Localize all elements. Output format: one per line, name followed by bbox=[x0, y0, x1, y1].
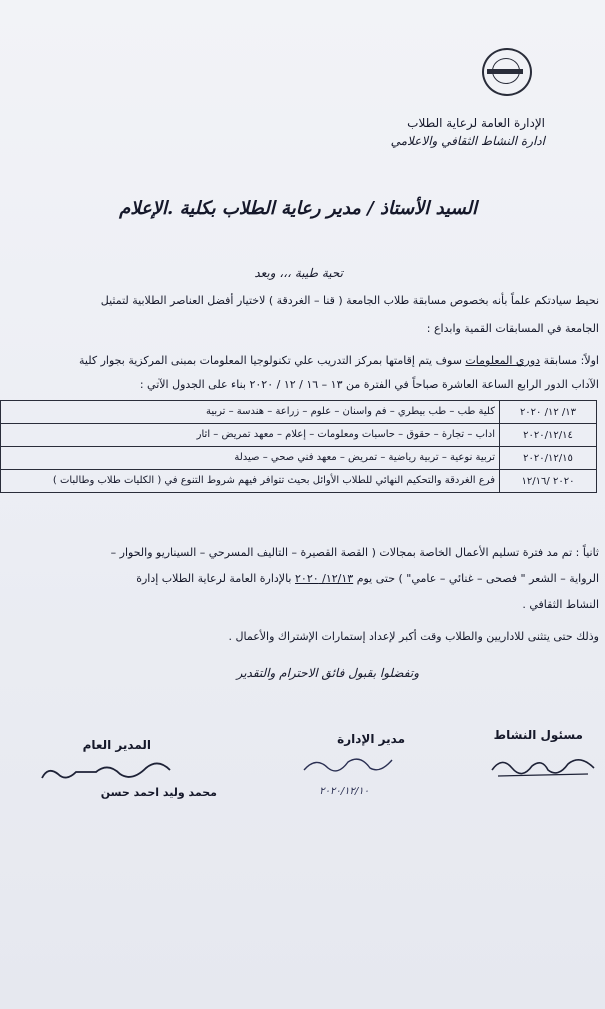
greeting: تحية طيبة ،،، وبعد bbox=[254, 266, 343, 280]
table-row bbox=[1, 401, 597, 424]
schedule-table bbox=[0, 400, 597, 493]
schedule-date: ١٣/ ١٢/ ٢٠٢٠ bbox=[500, 401, 597, 424]
department-director-title: مدير الإدارة bbox=[337, 732, 405, 746]
table-row bbox=[1, 424, 597, 447]
intro-line-2: الجامعة في المسابقات القمية وابداع : bbox=[426, 322, 599, 335]
general-director-signature bbox=[36, 752, 176, 786]
schedule-colleges: اداب – تجارة – حقوق – حاسبات ومعلومات – إعلام – معهد تمريض – اثار bbox=[1, 424, 500, 447]
schedule-date: ٢٠٢٠/١٢/١٥ bbox=[500, 447, 597, 470]
closing-line-1: وذلك حتى يتثنى للاداريين والطلاب وقت أكبر لإعداد إستمارات الإشتراك والأعمال . bbox=[228, 630, 599, 643]
second-item-line-2 bbox=[136, 572, 599, 585]
university-seal-icon bbox=[482, 48, 532, 96]
first-item-prefix: اولاً: مسابقة bbox=[543, 354, 599, 367]
first-item-line-2: الآداب الدور الرابع الساعة العاشرة صباحاً في الفترة من ١٣ – ١٦ / ١٢ / ٢٠٢٠ بناء على الجدول الآتي : bbox=[139, 378, 599, 391]
header-line-2: ادارة النشاط الثقافي والاعلامي bbox=[390, 134, 545, 148]
first-item-line-1 bbox=[79, 354, 599, 367]
second-item-rest: بالإدارة العامة لرعاية الطلاب إدارة bbox=[136, 572, 292, 585]
closing-line-2: وتفضلوا بقبول فائق الاحترام والتقدير bbox=[236, 666, 419, 680]
activity-officer-signature bbox=[488, 750, 598, 782]
second-item-deadline: ١٢/١٣/ ٢٠٢٠ bbox=[295, 572, 354, 585]
schedule-colleges: فرع الغردقة والتحكيم النهائي للطلاب الأوائل بحيث تتوافر فيهم شروط التنوع في ( الكليات طلاب وطالبات ) bbox=[1, 470, 500, 493]
general-director-name: محمد وليد احمد حسن bbox=[100, 786, 217, 799]
addressee: السيد الأستاذ / مدير رعاية الطلاب بكلية .الإعلام bbox=[119, 198, 477, 219]
handwritten-date: ٢٠٢٠/١٢/١٠ bbox=[319, 786, 369, 797]
first-item-rest: سوف يتم إقامتها بمركز التدريب علي تكنولوجيا المعلومات بمبنى المركزية بجوار كلية bbox=[79, 354, 462, 367]
schedule-date: ٢٠٢٠/١٢/١٤ bbox=[500, 424, 597, 447]
table-row bbox=[1, 447, 597, 470]
activity-officer-title: مسئول النشاط bbox=[493, 728, 583, 742]
first-item-competition: دوري المعلومات bbox=[465, 354, 541, 367]
schedule-date: ٢٠٢٠ /١٢/١٦ bbox=[500, 470, 597, 493]
general-director-title: المدير العام bbox=[82, 738, 151, 752]
schedule-colleges: كلية طب – طب بيطري – فم واسنان – علوم – زراعة – هندسة – تربية bbox=[1, 401, 500, 424]
second-item-line-1: ثانياً : تم مد فترة تسليم الأعمال الخاصة بمجالات ( القصة القصيرة – التاليف المسرحي – السيناريو والحوار – bbox=[110, 546, 599, 559]
header-line-1: الإدارة العامة لرعاية الطلاب bbox=[407, 116, 545, 130]
table-row bbox=[1, 470, 597, 493]
schedule-colleges: تربية نوعية – تربية رياضية – تمريض – معهد فني صحي – صيدلة bbox=[1, 447, 500, 470]
department-director-signature bbox=[300, 752, 396, 778]
intro-line-1: نحيط سيادتكم علماً بأنه بخصوص مسابقة طلاب الجامعة ( قنا – الغردقة ) لاختيار أفضل العناصر الطلابية لتمثيل bbox=[100, 294, 599, 307]
second-item-prefix: الرواية – الشعر " فصحى – غنائي – عامي" ) حتى يوم bbox=[356, 572, 599, 585]
second-item-line-3: النشاط الثقافي . bbox=[522, 598, 599, 611]
